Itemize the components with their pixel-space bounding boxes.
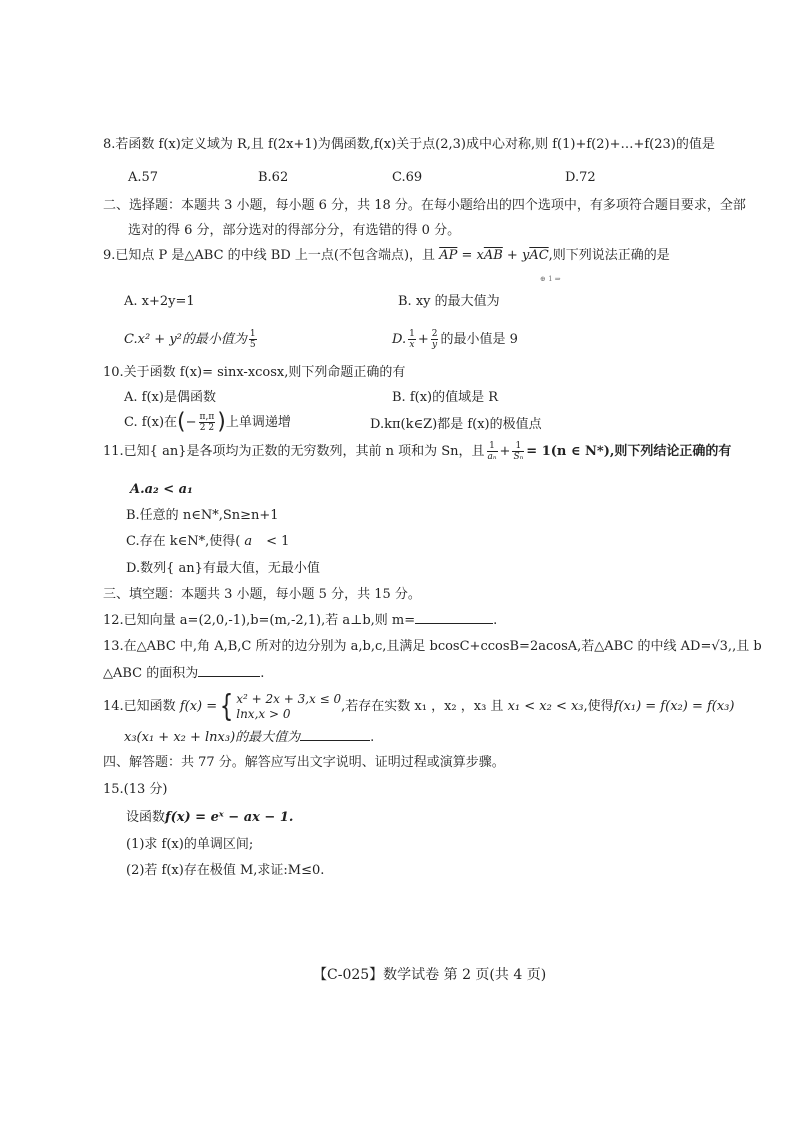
q15-part2: (2)若 f(x)存在极值 M,求证:M≤0.	[126, 863, 325, 878]
q10-option-d: D.kπ(k∈Z)都是 f(x)的极值点	[370, 417, 542, 432]
left-brace: {	[220, 688, 234, 724]
q9-stray-mark: ⊕ 1 ⇒	[540, 275, 561, 283]
q9-option-b: B. xy 的最大值为	[398, 294, 500, 309]
q10-option-b: B. f(x)的值域是 R	[392, 390, 499, 405]
answer-blank	[198, 664, 260, 677]
q11-option-b: B.任意的 n∈N*,Sn≥n+1	[126, 508, 279, 523]
section-3-heading: 三、填空题：本题共 3 小题，每小题 5 分，共 15 分。	[103, 587, 421, 602]
q14-stem: 14.已知函数 f(x) ={ x² + 2x + 3,x ≤ 0 lnx,x > 0 ,若存在实数 x₁ ，x₂ ，x₃ 且 x₁ < x₂ < x₃,使得f(x₁) = f(x₂) = f(x₃)	[103, 688, 735, 724]
q9-option-c: C.x² + y²的最小值为 $\frac{1}{5}$	[124, 329, 256, 350]
q8-option-c: C.69	[392, 170, 423, 185]
q10-stem: 10.关于函数 f(x)= sinx-xcosx,则下列命题正确的有	[103, 365, 406, 380]
q9-option-d: D. $\frac{1}{x}$ + $\frac{2}{y}$ 的最小值是 9	[392, 329, 518, 350]
section-2-heading: 二、选择题：本题共 3 小题，每小题 6 分，共 18 分。在每小题给出的四个选项中，有多项符合题目要求，全部	[103, 198, 746, 213]
q11-option-c: C.存在 k∈N*,使得( a < 1	[126, 534, 290, 549]
fraction: $\frac{2}{y}$	[431, 329, 438, 350]
q11-option-d: D.数列{ an}有最大值，无最小值	[126, 561, 320, 576]
vector-ap: $\overline{AP}$	[439, 248, 458, 263]
q9-stem: 9.已知点 P 是△ABC 的中线 BD 上一点(不包含端点)，且 $\overline{AP} = x\overline{AB} + y\overline{AC}$,则下列说法正确的是	[103, 248, 670, 263]
q11-stem: 11.已知{ an}是各项均为正数的无穷数列，其前 n 项和为 Sn，且 $\frac{1}{\text{aₙ}}$ + $\frac{1}{\text{Sₙ}}$ = 1(n ∈ N*),则下列结论正确的有	[103, 441, 732, 462]
q13-line2: △ABC 的面积为 .	[103, 666, 265, 681]
vector-ac: $\overline{AC}$	[529, 248, 549, 263]
q8-stem: 8.若函数 f(x)定义域为 R,且 f(2x+1)为偶函数,f(x)关于点(2,3)成中心对称,则 f(1)+f(2)+…+f(23)的值是	[103, 137, 715, 152]
section-4-heading: 四、解答题：共 77 分。解答应写出文字说明、证明过程或演算步骤。	[103, 755, 505, 770]
q10-option-a: A. f(x)是偶函数	[124, 390, 216, 405]
fraction: $\frac{1}{5}$	[249, 329, 256, 350]
q8-option-b: B.62	[258, 170, 289, 185]
q11-option-a: A.a₂ < a₁	[130, 482, 193, 497]
q14-line2: x₃(x₁ + x₂ + lnx₃)的最大值为 .	[124, 730, 375, 745]
q12-stem: 12.已知向量 a=(2,0,-1),b=(m,-2,1),若 a⊥b,则 m= .	[103, 613, 498, 628]
q13-stem: 13.在△ABC 中,角 A,B,C 所对的边分别为 a,b,c,且满足 bcosC+ccosB=2acosA,若△ABC 的中线 AD=√3,,且 b	[103, 639, 762, 654]
fraction: $\frac{1}{x}$	[409, 329, 415, 350]
section-2-note: 选对的得 6 分，部分选对的得部分分，有选错的得 0 分。	[128, 223, 461, 238]
answer-blank	[415, 611, 493, 624]
answer-blank	[300, 728, 370, 741]
q8-option-a: A.57	[128, 170, 159, 185]
right-paren: )	[217, 409, 226, 435]
q15-part1: (1)求 f(x)的单调区间;	[126, 837, 254, 852]
left-paren: (	[177, 409, 186, 435]
vector-ab: $\overline{AB}$	[483, 248, 503, 263]
page-footer: 【C-025】数学试卷 第 2 页(共 4 页)	[313, 967, 547, 983]
q8-option-d: D.72	[565, 170, 596, 185]
q10-option-c: C. f(x)在(− $\frac{\pi,\pi}{2 2}$ )上单调递增	[124, 409, 291, 435]
q15-stem: 设函数f(x) = eˣ − ax − 1.	[126, 810, 294, 825]
piecewise-cases: x² + 2x + 3,x ≤ 0 lnx,x > 0	[236, 691, 342, 721]
interval-fraction: $\frac{\pi,\pi}{2 2}$	[199, 412, 215, 433]
q15-heading: 15.(13 分)	[103, 782, 168, 797]
q9-option-a: A. x+2y=1	[124, 294, 195, 309]
fraction: $\frac{1}{\text{Sₙ}}$	[513, 441, 524, 462]
fraction: $\frac{1}{\text{aₙ}}$	[487, 441, 497, 462]
